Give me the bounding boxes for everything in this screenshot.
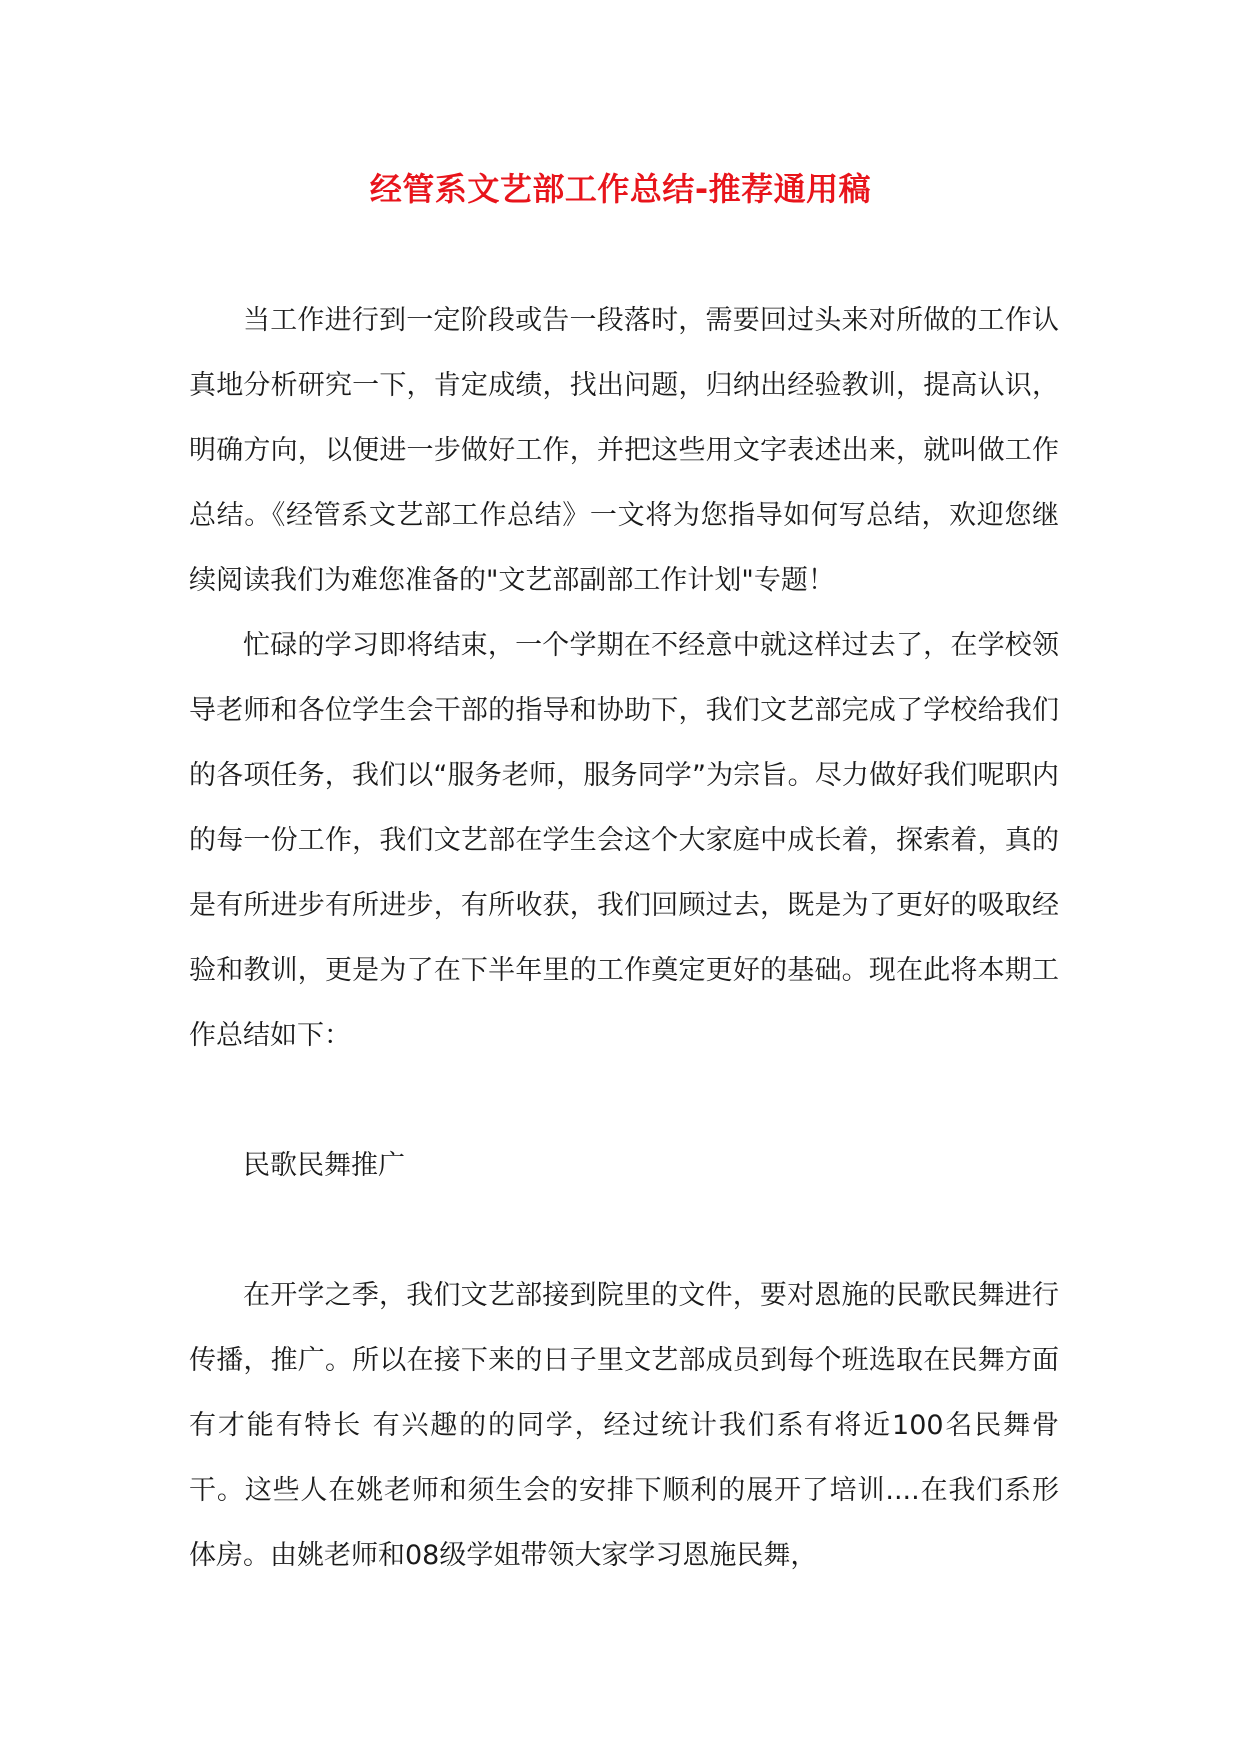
document-body <box>189 288 1059 1588</box>
document-title: 经管系文艺部工作总结-推荐通用稿 <box>369 170 872 208</box>
section-paragraph: 在开学之季，我们文艺部接到院里的文件，要对恩施的民歌民舞进行传播，推广。所以在接下来的日子里文艺部成员到每个班选取在民舞方面有才能有特长 有兴趣的的同学，经过统计我们系有将近100名民舞骨干。这些人在姚老师和须生会的安排下顺利的展开了培训....在我们系形体房。由姚老师和08级学姐带领大家学习恩施民舞， <box>189 1280 1059 1571</box>
paragraph-spacer <box>189 1068 1059 1133</box>
paragraph-spacer <box>189 1198 1059 1263</box>
section-heading: 民歌民舞推广 <box>243 1150 405 1181</box>
intro-paragraph: 当工作进行到一定阶段或告一段落时，需要回过头来对所做的工作认真地分析研究一下，肯定成绩，找出问题，归纳出经验教训，提高认识，明确方向，以便进一步做好工作，并把这些用文字表述出来，就叫做工作总结。《经管系文艺部工作总结》一文将为您指导如何写总结，欢迎您继续阅读我们为难您准备的"文艺部副部工作计划"专题！ <box>189 305 1059 596</box>
summary-paragraph: 忙碌的学习即将结束，一个学期在不经意中就这样过去了，在学校领导老师和各位学生会干部的指导和协助下，我们文艺部完成了学校给我们的各项任务，我们以“服务老师，服务同学”为宗旨。尽力做好我们呢职内的每一份工作，我们文艺部在学生会这个大家庭中成长着，探索着，真的是有所进步有所进步，有所收获，我们回顾过去，既是为了更好的吸取经验和教训，更是为了在下半年里的工作奠定更好的基础。现在此将本期工作总结如下： <box>189 630 1059 1051</box>
